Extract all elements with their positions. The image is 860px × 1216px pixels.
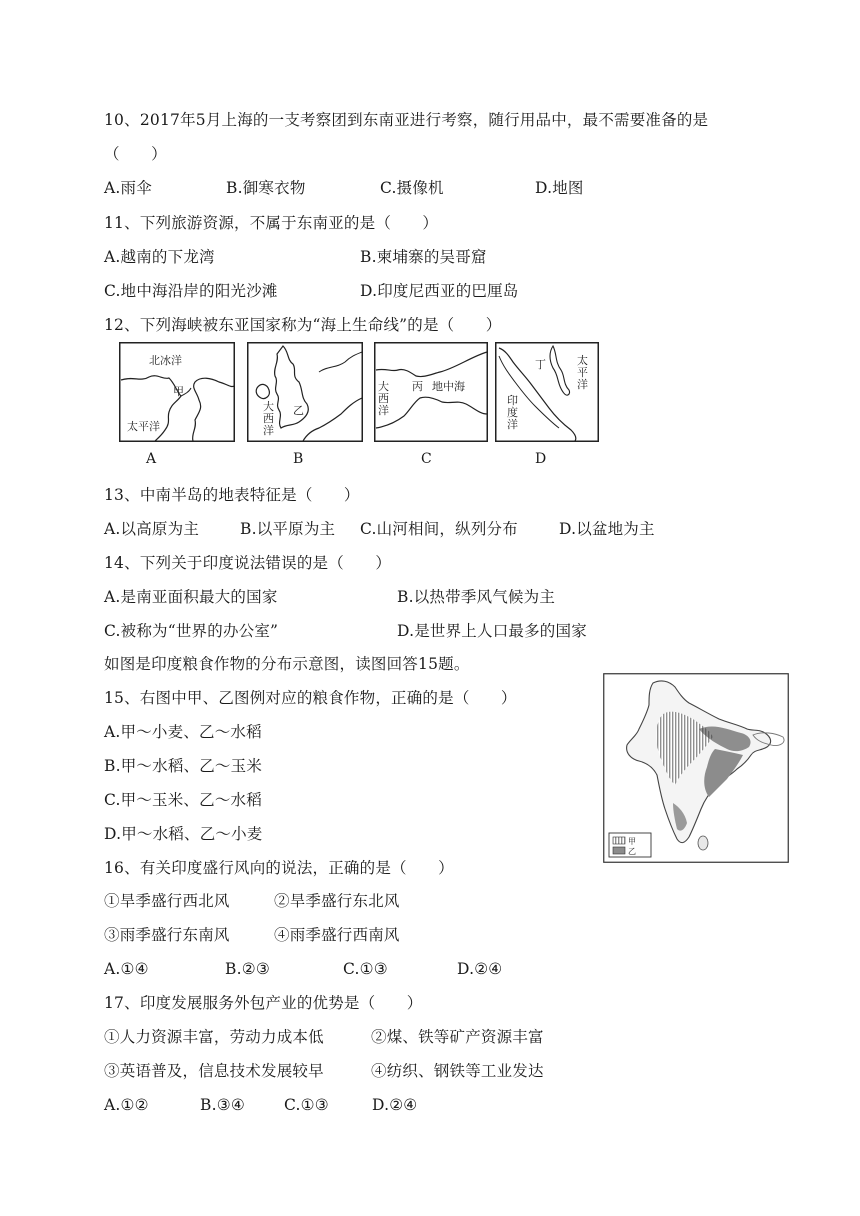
q12-map-a — [119, 342, 235, 446]
map-d-label-du: 度 — [507, 406, 518, 419]
q12-map-c — [374, 342, 488, 446]
q13-option-b: B.以平原为主 — [240, 520, 336, 538]
q17-item-1: ①人力资源丰富，劳动力成本低 — [104, 1028, 324, 1046]
q12-map-b-caption: B — [293, 451, 304, 467]
q16-option-b: B.②③ — [225, 960, 270, 978]
q11-option-c: C.地中海沿岸的阳光沙滩 — [104, 282, 278, 300]
q12-map-c-caption: C — [421, 451, 432, 467]
map-b-label-yi: 乙 — [293, 404, 304, 417]
q17-stem: 17、印度发展服务外包产业的优势是（ ） — [104, 994, 423, 1012]
q12-map-d — [495, 342, 599, 446]
map-c-label-da: 大 — [378, 380, 389, 393]
q17-option-d: D.②④ — [372, 1096, 418, 1114]
q14-option-a: A.是南亚面积最大的国家 — [104, 588, 278, 606]
q11-option-d: D.印度尼西亚的巴厘岛 — [360, 282, 519, 300]
q10-answer-paren: （ ） — [104, 145, 167, 163]
q13-stem: 13、中南半岛的地表特征是（ ） — [104, 486, 360, 504]
map-c-label-bing: 丙 — [412, 380, 423, 393]
map-d-label-ding: 丁 — [535, 358, 546, 371]
q10-stem: 10、2017年5月上海的一支考察团到东南亚进行考察，随行用品中，最不需要准备的是 — [104, 111, 709, 129]
map-d-label-yang: 洋 — [577, 378, 588, 391]
q15-option-d: D.甲～水稻、乙～小麦 — [104, 825, 263, 843]
q15-option-a: A.甲～小麦、乙～水稻 — [104, 723, 262, 741]
map-c-label-yang: 洋 — [378, 404, 389, 417]
map-a-label-jia: 甲 — [173, 385, 184, 398]
q14-option-c: C.被称为“世界的办公室” — [104, 622, 279, 640]
q15-intro: 如图是印度粮食作物的分布示意图，读图回答15题。 — [104, 655, 470, 673]
q12-map-d-caption: D — [535, 451, 547, 467]
q12-map-a-caption: A — [146, 451, 157, 467]
india-crop-map — [603, 673, 789, 867]
map-a-label-pacific: 太平洋 — [127, 420, 160, 433]
map-d-label-tai: 太 — [577, 354, 588, 367]
legend-yi-label: 乙 — [628, 847, 636, 856]
q10-option-b: B.御寒衣物 — [226, 179, 306, 197]
q14-stem: 14、下列关于印度说法错误的是（ ） — [104, 554, 392, 572]
q10-option-d: D.地图 — [535, 179, 584, 197]
q11-stem: 11、下列旅游资源，不属于东南亚的是（ ） — [104, 214, 439, 232]
q16-stem: 16、有关印度盛行风向的说法，正确的是（ ） — [104, 859, 454, 877]
q14-option-d: D.是世界上人口最多的国家 — [397, 622, 587, 640]
legend-jia-label: 甲 — [628, 837, 636, 846]
map-a-label-arctic: 北冰洋 — [149, 354, 182, 367]
q15-option-c: C.甲～玉米、乙～水稻 — [104, 791, 262, 809]
q16-option-c: C.①③ — [343, 960, 388, 978]
q17-item-4: ④纺织、钢铁等工业发达 — [371, 1062, 544, 1080]
q16-option-a: A.①④ — [104, 960, 149, 978]
q17-option-b: B.③④ — [200, 1096, 245, 1114]
q17-option-a: A.①② — [104, 1096, 149, 1114]
q16-item-4: ④雨季盛行西南风 — [274, 926, 400, 944]
q14-option-b: B.以热带季风气候为主 — [397, 588, 556, 606]
q13-option-a: A.以高原为主 — [104, 520, 200, 538]
q15-stem: 15、右图中甲、乙图例对应的粮食作物，正确的是（ ） — [104, 689, 517, 707]
map-d-label-yang2: 洋 — [507, 418, 518, 431]
map-c-label-mediterranean: 地中海 — [432, 380, 465, 393]
q13-option-d: D.以盆地为主 — [559, 520, 655, 538]
q16-item-2: ②旱季盛行东北风 — [274, 892, 400, 910]
map-d-label-ping: 平 — [577, 366, 588, 379]
q11-option-a: A.越南的下龙湾 — [104, 248, 215, 266]
q16-item-1: ①旱季盛行西北风 — [104, 892, 230, 910]
map-c-label-xi: 西 — [378, 392, 389, 405]
map-b-label-xi: 西 — [263, 412, 274, 425]
q10-option-a: A.雨伞 — [104, 179, 152, 197]
q17-option-c: C.①③ — [284, 1096, 329, 1114]
map-b-label-yang: 洋 — [263, 424, 274, 437]
q12-stem: 12、下列海峡被东亚国家称为“海上生命线”的是（ ） — [104, 316, 502, 334]
q13-option-c: C.山河相间，纵列分布 — [360, 520, 518, 538]
q17-item-2: ②煤、铁等矿产资源丰富 — [371, 1028, 544, 1046]
q17-item-3: ③英语普及，信息技术发展较早 — [104, 1062, 324, 1080]
q16-item-3: ③雨季盛行东南风 — [104, 926, 230, 944]
q12-map-b — [247, 342, 363, 446]
map-d-label-yin: 印 — [507, 394, 518, 407]
q10-option-c: C.摄像机 — [380, 179, 444, 197]
map-b-label-da: 大 — [263, 400, 274, 413]
q11-option-b: B.柬埔寨的吴哥窟 — [360, 248, 487, 266]
q15-option-b: B.甲～水稻、乙～玉米 — [104, 757, 263, 775]
q16-option-d: D.②④ — [457, 960, 503, 978]
